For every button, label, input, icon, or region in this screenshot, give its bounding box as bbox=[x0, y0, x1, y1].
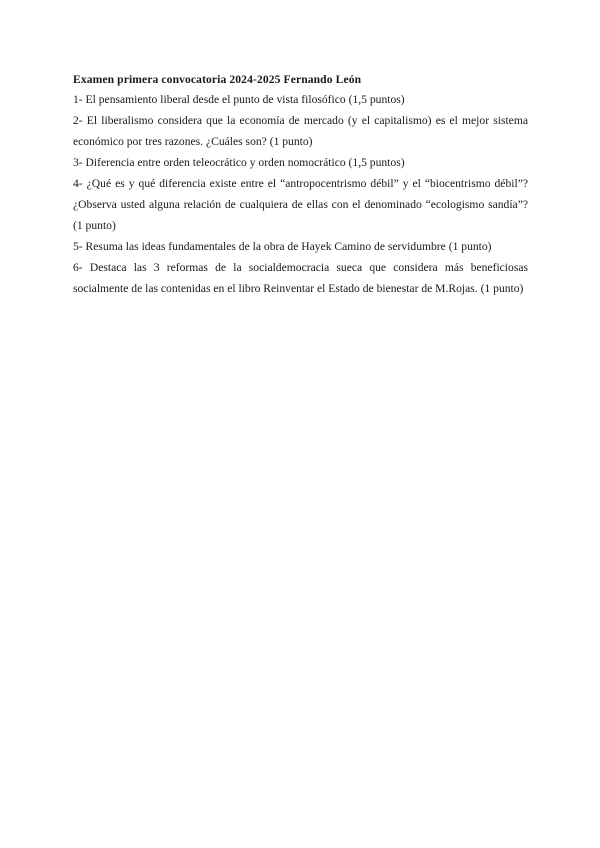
question-2: 2- El liberalismo considera que la economía de mercado (y el capitalismo) es el mejor sistema económico por tres razones. ¿Cuáles son? (1 punto) bbox=[73, 114, 528, 148]
question-5: 5- Resuma las ideas fundamentales de la obra de Hayek Camino de servidumbre (1 punto) bbox=[73, 240, 492, 253]
exam-content bbox=[73, 71, 528, 299]
question-4: 4- ¿Qué es y qué diferencia existe entre el “antropocentrismo débil” y el “biocentrismo débil”? ¿Observa usted alguna relación de cualquiera de ellas con el denominado “ecologismo sandía”? (1 punto) bbox=[73, 177, 528, 232]
exam-title: Examen primera convocatoria 2024-2025 Fernando León bbox=[73, 73, 362, 86]
question-6: 6- Destaca las 3 reformas de la socialdemocracia sueca que considera más beneficiosas socialmente de las contenidas en el libro Reinventar el Estado de bienestar de M.Rojas. (1 punto) bbox=[73, 261, 528, 295]
question-1: 1- El pensamiento liberal desde el punto de vista filosófico (1,5 puntos) bbox=[73, 93, 405, 106]
question-3: 3- Diferencia entre orden teleocrático y orden nomocrático (1,5 puntos) bbox=[73, 156, 405, 169]
